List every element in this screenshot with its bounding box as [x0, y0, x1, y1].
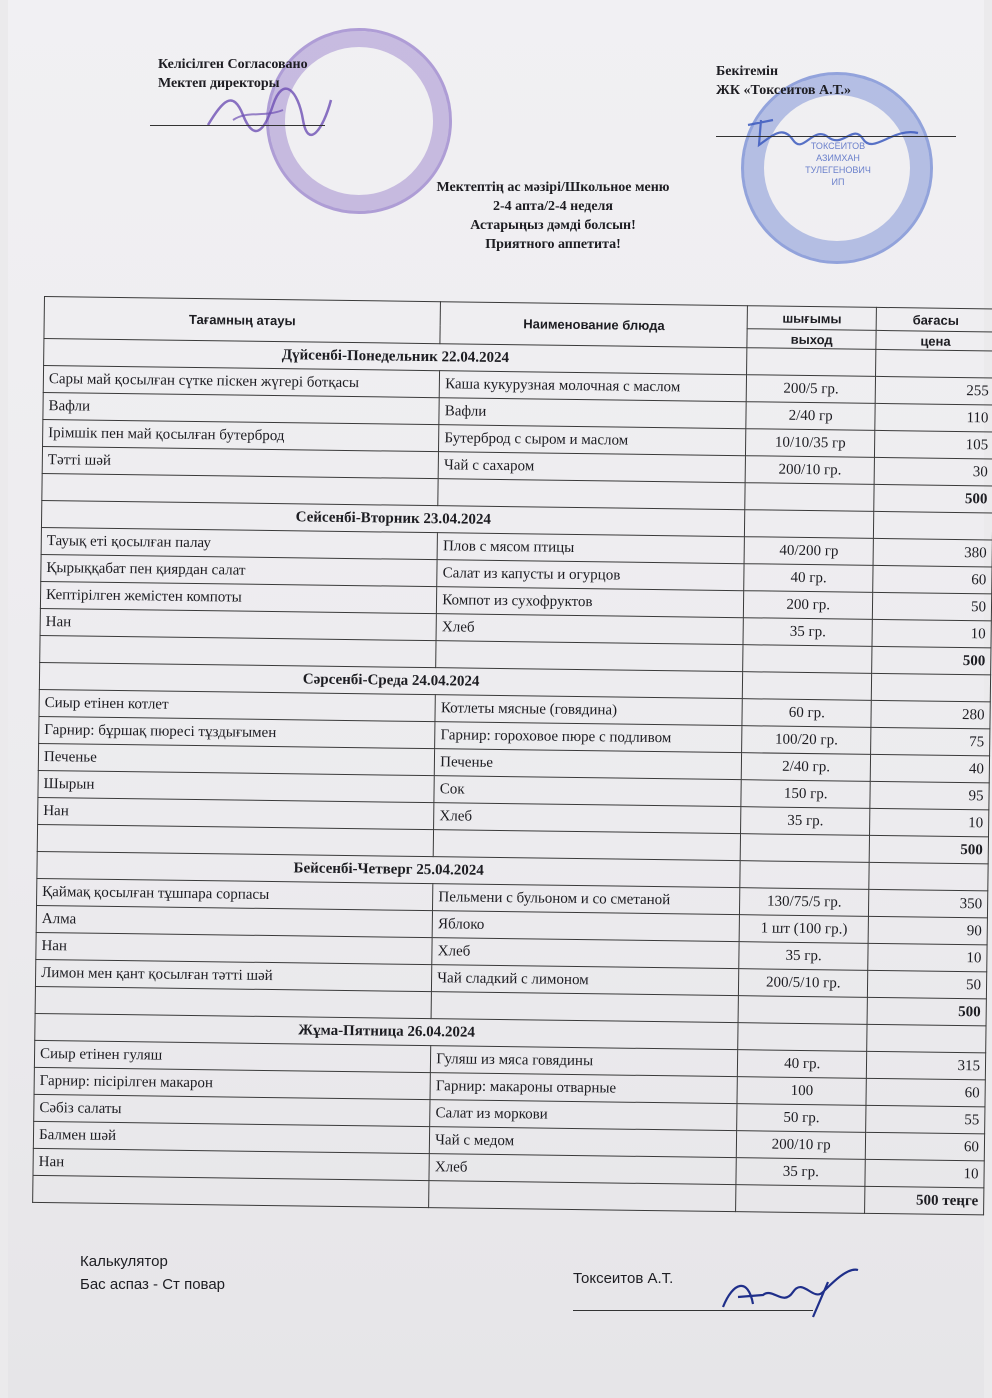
- day-title: Бейсенбі-Четверг 25.04.2024: [37, 851, 741, 887]
- entrepreneur-label: ЖК «Токсеитов А.Т.»: [716, 83, 852, 98]
- empty-cell: [869, 862, 988, 891]
- day-total: 500: [869, 835, 988, 864]
- empty-cell: [438, 479, 745, 510]
- dish-name-ru: Компот из сухофруктов: [437, 587, 744, 618]
- dish-name-ru: Хлеб: [429, 1154, 736, 1185]
- dish-name-kz: Қырыққабат пен қиярдан салат: [41, 554, 438, 586]
- dish-output: 130/75/5 гр.: [740, 888, 869, 917]
- dish-name-ru: Каша кукурузная молочная с маслом: [439, 371, 746, 402]
- approver-signature: [743, 105, 923, 150]
- dish-name-kz: Шырын: [38, 770, 435, 802]
- dish-name-kz: Алма: [36, 905, 433, 937]
- dish-name-ru: Сок: [434, 776, 741, 807]
- dish-name-ru: Чай сладкий с лимоном: [432, 965, 739, 996]
- day-total: 500: [872, 646, 991, 675]
- dish-output: 35 гр.: [743, 618, 872, 647]
- calculator-label: Калькулятор: [80, 1253, 168, 1270]
- day-title: Сейсенбі-Вторник 23.04.2024: [41, 500, 745, 536]
- dish-price: 10: [865, 1159, 984, 1188]
- day-title: Дүйсенбі-Понедельник 22.04.2024: [44, 339, 748, 375]
- dish-price: 75: [871, 727, 990, 756]
- empty-cell: [433, 830, 740, 861]
- dish-price: 110: [875, 403, 992, 432]
- document-page: [8, 0, 989, 1398]
- dish-price: 50: [867, 970, 986, 999]
- empty-cell: [436, 641, 743, 672]
- seal-text-line: ТУЛЕГЕНОВИЧ: [805, 165, 871, 175]
- dish-output: 10/10/35 гр: [746, 429, 875, 458]
- empty-cell: [740, 834, 869, 863]
- dish-output: 50 гр.: [737, 1104, 866, 1133]
- empty-cell: [743, 672, 872, 701]
- dish-name-kz: Нан: [33, 1148, 430, 1180]
- dish-output: 100: [737, 1077, 866, 1106]
- dish-output: 35 гр.: [741, 807, 870, 836]
- dish-name-ru: Плов с мясом птицы: [437, 533, 744, 564]
- signature-line: [150, 125, 325, 126]
- title-line: Мектептің ас мәзірі/Школьное меню: [436, 180, 670, 195]
- header-price-ru: цена: [876, 330, 992, 351]
- dish-output: 40/200 гр: [744, 537, 873, 566]
- dish-output: 35 гр.: [739, 942, 868, 971]
- dish-name-ru: Вафли: [439, 398, 746, 429]
- dish-price: 280: [871, 700, 990, 729]
- header-kz-name: Тағамның атауы: [44, 297, 441, 344]
- dish-output: 2/40 гр: [746, 402, 875, 431]
- dish-output: 200/5/10 гр.: [739, 969, 868, 998]
- empty-cell: [745, 510, 874, 539]
- dish-price: 60: [873, 565, 992, 594]
- signature-line: [716, 136, 956, 137]
- empty-cell: [874, 511, 992, 540]
- chef-label: Бас аспаз - Ст повар: [80, 1276, 226, 1293]
- dish-name-kz: Нан: [40, 608, 437, 640]
- dish-price: 315: [866, 1051, 985, 1080]
- empty-cell: [743, 645, 872, 674]
- dish-output: 200/10 гр.: [745, 456, 874, 485]
- dish-name-kz: Лимон мен қант қосылған тәтті шәй: [35, 959, 432, 991]
- dish-output: 100/20 гр.: [742, 726, 871, 755]
- dish-name-kz: Қаймақ қосылған тұшпара сорпасы: [37, 878, 434, 910]
- dish-price: 380: [873, 538, 992, 567]
- dish-output: 40 гр.: [738, 1050, 867, 1079]
- dish-name-kz: Сиыр етінен гуляш: [34, 1040, 431, 1072]
- empty-cell: [867, 1024, 986, 1053]
- dish-price: 350: [869, 889, 988, 918]
- dish-name-ru: Гарнир: макароны отварные: [430, 1073, 737, 1104]
- menu-title: [408, 178, 698, 254]
- dish-name-kz: Ірімшік пен май қосылған бутерброд: [43, 419, 440, 451]
- empty-cell: [736, 1185, 865, 1214]
- dish-output: 2/40 гр.: [742, 753, 871, 782]
- dish-name-ru: Салат из капусты и огурцов: [437, 560, 744, 591]
- dish-name-kz: Нан: [36, 932, 433, 964]
- dish-name-ru: Печенье: [435, 749, 742, 780]
- day-total: 500: [867, 997, 986, 1026]
- footer-left: [80, 1250, 225, 1296]
- dish-name-ru: Хлеб: [436, 614, 743, 645]
- dish-name-kz: Гарнир: бұршақ пюресі тұздығымен: [39, 716, 436, 748]
- title-line: 2-4 апта/2-4 неделя: [493, 199, 613, 214]
- dish-price: 60: [865, 1132, 984, 1161]
- dish-output: 40 гр.: [744, 564, 873, 593]
- dish-price: 10: [870, 808, 989, 837]
- dish-name-ru: Хлеб: [434, 803, 741, 834]
- dish-output: 200/5 гр.: [747, 375, 876, 404]
- approval-left: [158, 55, 308, 93]
- chef-signature: [713, 1262, 863, 1322]
- dish-name-kz: Гарнир: пісірілген макарон: [34, 1067, 431, 1099]
- dish-price: 95: [870, 781, 989, 810]
- header-output-kz: шығымы: [747, 306, 876, 331]
- dish-name-ru: Бутерброд с сыром и маслом: [439, 425, 746, 456]
- day-total: 500: [874, 484, 992, 513]
- dish-name-ru: Салат из моркови: [430, 1100, 737, 1131]
- day-title: Сәрсенбі-Среда 24.04.2024: [39, 662, 743, 698]
- empty-cell: [429, 1181, 736, 1212]
- approval-right: [716, 62, 851, 100]
- dish-price: 105: [875, 430, 992, 459]
- seal-text-line: ТОКСЕИТОВ: [810, 141, 866, 151]
- dish-name-kz: Тауық еті қосылған палау: [41, 527, 438, 559]
- dish-price: 10: [868, 943, 987, 972]
- header-price-kz: бағасы: [876, 307, 992, 332]
- empty-cell: [747, 348, 876, 377]
- header-output-ru: выход: [747, 329, 876, 350]
- empty-cell: [738, 1023, 867, 1052]
- dish-name-ru: Хлеб: [432, 938, 739, 969]
- title-line: Приятного аппетита!: [485, 237, 621, 252]
- dish-output: 200/10 гр: [737, 1131, 866, 1160]
- dish-name-kz: Печенье: [38, 743, 435, 775]
- day-total: 500 теңге: [865, 1186, 984, 1215]
- dish-name-kz: Сиыр етінен котлет: [39, 689, 436, 721]
- dish-price: 10: [872, 619, 991, 648]
- dish-price: 40: [870, 754, 989, 783]
- dish-price: 60: [866, 1078, 985, 1107]
- title-line: Астарыңыз дәмді болсын!: [470, 218, 636, 233]
- dish-output: 60 гр.: [742, 699, 871, 728]
- dish-name-ru: Чай с сахаром: [438, 452, 745, 483]
- dish-name-ru: Гарнир: гороховое пюре с подливом: [435, 722, 742, 753]
- dish-name-kz: Кептірілген жемістен компоты: [40, 581, 437, 613]
- dish-name-kz: Вафли: [43, 392, 440, 424]
- table-header-row: [44, 297, 992, 332]
- empty-cell: [738, 996, 867, 1025]
- dish-price: 55: [866, 1105, 985, 1134]
- agreed-label: Келісілген Согласовано: [158, 57, 308, 72]
- dish-price: 255: [875, 376, 992, 405]
- dish-name-kz: Сары май қосылған сүтке піскен жүгері ботқасы: [43, 366, 440, 398]
- menu-table: [32, 296, 992, 1215]
- dish-name-ru: Гуляш из мяса говядины: [431, 1046, 738, 1077]
- seal-text-line: ИП: [831, 177, 845, 187]
- dish-price: 90: [868, 916, 987, 945]
- empty-cell: [745, 483, 874, 512]
- day-title: Жұма-Пятница 26.04.2024: [35, 1013, 739, 1049]
- dish-output: 35 гр.: [736, 1158, 865, 1187]
- signer-name: Токсеитов А.Т.: [573, 1270, 674, 1287]
- approve-label: Бекітемін: [716, 64, 779, 79]
- dish-name-ru: Котлеты мясные (говядина): [435, 695, 742, 726]
- dish-name-kz: Балмен шәй: [33, 1121, 430, 1153]
- seal-text-line: АЗИМХАН: [816, 153, 860, 163]
- dish-output: 1 шт (100 гр.): [739, 915, 868, 944]
- empty-cell: [431, 992, 738, 1023]
- menu-table-body: [33, 297, 992, 1215]
- dish-output: 150 гр.: [741, 780, 870, 809]
- dish-name-ru: Чай с медом: [430, 1127, 737, 1158]
- dish-name-kz: Сәбіз салаты: [34, 1094, 431, 1126]
- dish-name-ru: Яблоко: [432, 911, 739, 942]
- dish-output: 200 гр.: [744, 591, 873, 620]
- dish-price: 30: [874, 457, 992, 486]
- dish-name-kz: Тәтті шәй: [42, 446, 439, 478]
- empty-cell: [871, 673, 990, 702]
- empty-cell: [876, 349, 992, 378]
- footer-right: [573, 1270, 673, 1287]
- dish-name-kz: Нан: [38, 797, 435, 829]
- dish-name-ru: Пельмени с бульоном и со сметаной: [433, 884, 740, 915]
- dish-price: 50: [872, 592, 991, 621]
- empty-cell: [740, 861, 869, 890]
- empty-cell: [33, 1175, 430, 1207]
- director-label: Мектеп директоры: [158, 76, 280, 91]
- header-ru-name: Наименование блюда: [440, 302, 748, 348]
